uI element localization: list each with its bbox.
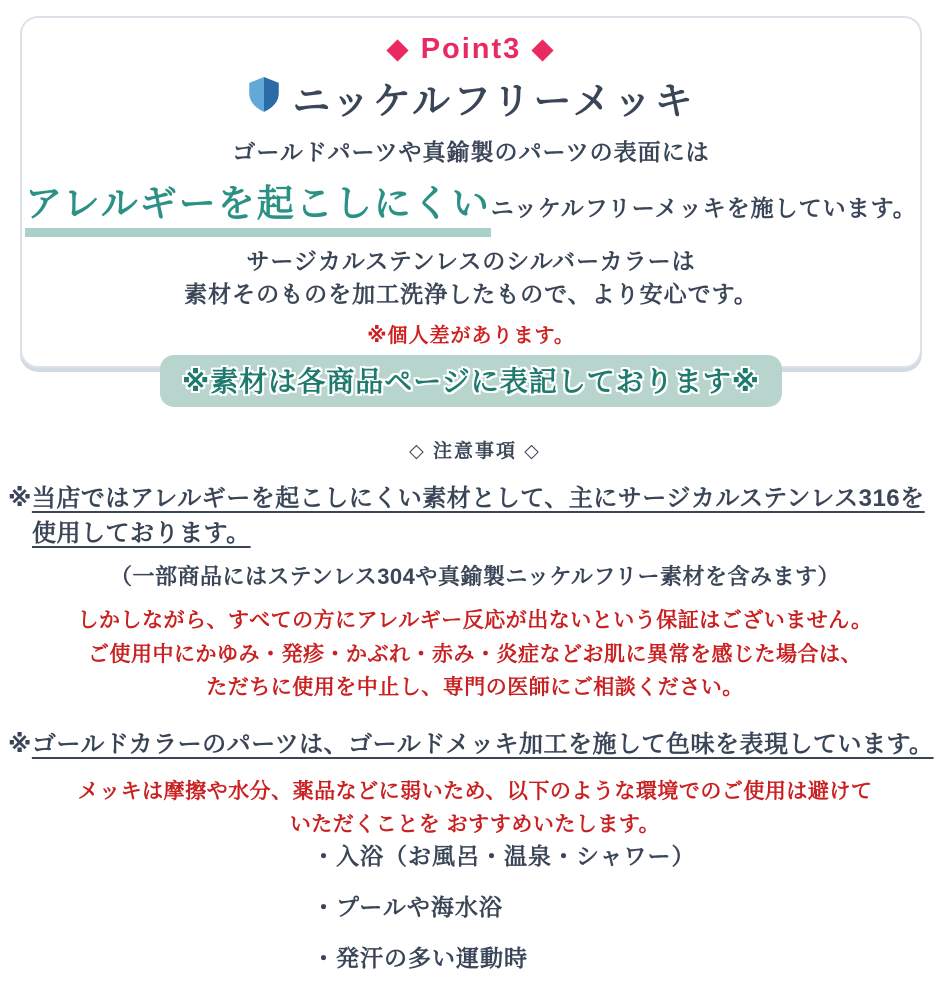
card-title-row	[22, 70, 920, 125]
material-page-note-pill: ※素材は各商品ページに表記しております※	[160, 355, 782, 407]
notice-item1-line2: 使用しております。	[32, 519, 251, 547]
notice-item1-marker: ※	[8, 485, 32, 512]
point3-card	[20, 16, 922, 397]
warning1-line-1: しかしながら、すべての方にアレルギー反応が出ないという保証はございません。	[77, 609, 873, 632]
notice-item1-line1: 当店ではアレルギーを起こしにくい素材として、主にサージカルステンレス316を	[31, 485, 925, 512]
list-item-bathing: ・入浴（お風呂・温泉・シャワー）	[312, 843, 696, 869]
warning1-line-3: ただちに使用を中止し、専門の医師にご相談ください。	[206, 676, 744, 700]
plating-care-warning-text	[0, 776, 950, 841]
list-item-pool-sea: ・プールや海水浴	[312, 894, 503, 920]
card-intro-text: ゴールドパーツや真鍮製のパーツの表面には	[232, 139, 710, 165]
avoid-environments-list	[312, 838, 696, 991]
notice-item2-text: ゴールドカラーのパーツは、ゴールドメッキ加工を施して色味を表現しています。	[31, 731, 934, 758]
point-label: ◆ Point3 ◆	[386, 33, 556, 65]
card-title: ニッケルフリーメッキ	[292, 81, 696, 123]
allergy-highlight-text: アレルギーを起こしにくい	[25, 173, 491, 237]
notice-item-gold-plating	[8, 724, 934, 759]
notice-heading: ◇ 注意事項 ◇	[409, 441, 541, 462]
warning1-line-2: ご使用中にかゆみ・発疹・かぶれ・赤み・炎症などお肌に異常を感じた場合は、	[88, 642, 862, 666]
detail-line-2: 素材そのものを加工洗浄したもので、より安心です。	[184, 281, 758, 308]
notice-item2-marker: ※	[8, 731, 32, 758]
notice-item-stainless316	[8, 482, 925, 552]
allergy-warning-text	[0, 604, 950, 705]
detail-line-1: サージカルステンレスのシルバーカラーは	[246, 248, 696, 274]
list-item-exercise: ・発汗の多い運動時	[312, 945, 528, 971]
warning2-line-2: いただくことを おすすめいたします。	[289, 812, 661, 836]
paren-note: （一部商品にはステンレス304や真鍮製ニッケルフリー素材を含みます）	[109, 564, 841, 589]
individual-difference-note: ※個人差があります。	[367, 324, 575, 347]
card-detail-text	[22, 245, 920, 312]
highlight-line	[22, 173, 920, 237]
highlight-suffix-text: ニッケルフリーメッキを施しています。	[490, 195, 917, 221]
shield-icon	[246, 76, 282, 119]
warning2-line-1: メッキは摩擦や水分、薬品などに弱いため、以下のような環境でのご使用は避けて	[77, 780, 873, 803]
